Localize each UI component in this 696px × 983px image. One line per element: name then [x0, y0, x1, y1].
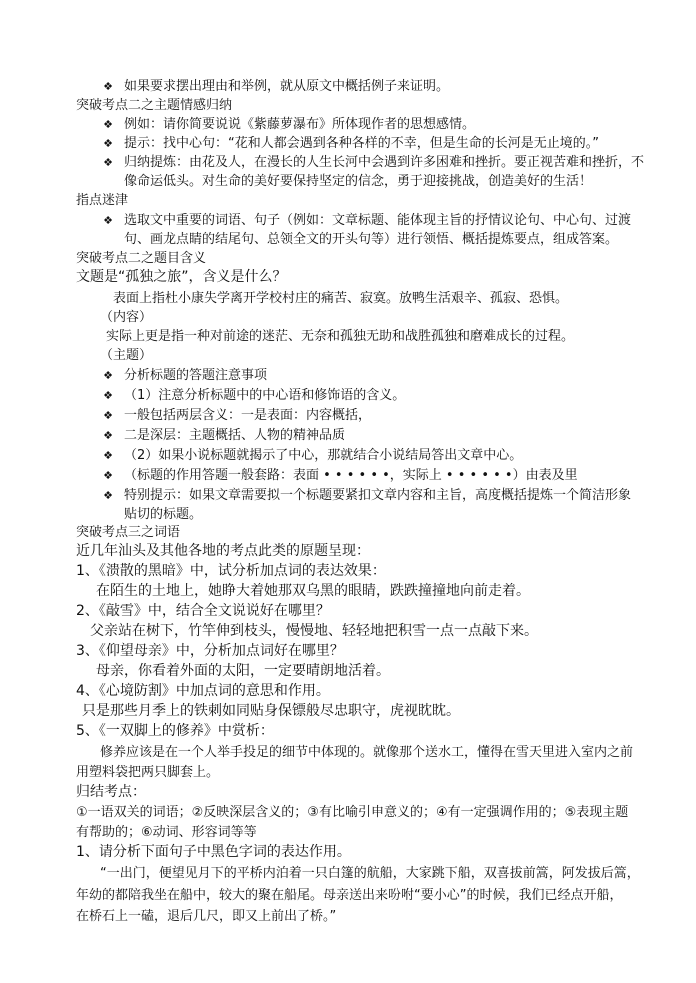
text-line: 母亲，你看着外面的太阳，一定要晴朗地活着。	[96, 663, 390, 679]
text-line: 一般包括两层含义：一是表面：内容概括，	[124, 408, 372, 423]
section-heading: 指点迷津	[76, 193, 129, 208]
bullet-icon: ❖	[103, 118, 113, 131]
section-heading: 突破考点二之题目含义	[76, 251, 207, 266]
question-line: 3、《仰望母亲》中，分析加点词好在哪里？	[76, 643, 344, 659]
text-line: 归纳提炼：由花及人，在漫长的人生长河中会遇到许多困难和挫折。要正视苦难和挫折，不	[124, 155, 645, 170]
bullet-icon: ❖	[103, 429, 113, 442]
bullet-icon: ❖	[103, 156, 113, 169]
bullet-icon: ❖	[103, 469, 113, 482]
text-line: 修养应该是在一个人举手投足的细节中体现的。就像那个送水工，懂得在雪天里进入室内之前	[100, 745, 634, 760]
text-line: 父亲站在树下，竹竿伸到枝头，慢慢地、轻轻地把积雪一点一点敲下来。	[90, 623, 538, 639]
text-line: 如果要求摆出理由和举例，就从原文中概括例子来证明。	[124, 79, 450, 94]
text-line: （1）注意分析标题中的中心语和修饰语的含义。	[124, 388, 406, 403]
text-line: 像命运低头。对生命的美好要保持坚定的信念，勇于迎接挑战，创造美好的生活！	[124, 174, 593, 189]
question-line: 2、《敲雪》中，结合全文说说好在哪里？	[76, 603, 330, 619]
bullet-icon: ❖	[103, 80, 113, 93]
text-line: 表面上指杜小康失学离开学校村庄的痛苦、寂寞。放鸭生活艰辛、孤寂、恐惧。	[113, 291, 569, 306]
text-line: （内容）	[100, 310, 153, 325]
question-line: 1、请分析下面句子中黑色字词的表达作用。	[76, 844, 351, 860]
question-line: 1、《溃散的黑暗》中，试分析加点词的表达效果：	[76, 563, 386, 579]
text-line: 句、画龙点睛的结尾句、总领全文的开头句等）进行领悟、概括提炼要点，组成答案。	[124, 232, 619, 247]
text-line: 在桥石上一磕，退后几尺，即又上前出了桥。”	[76, 909, 337, 924]
text-line: ①一语双关的词语；②反映深层含义的；③有比喻引申意义的；④有一定强调作用的；⑤表现主题	[76, 805, 629, 820]
section-heading: 突破考点三之词语	[76, 525, 181, 540]
bullet-icon: ❖	[103, 449, 113, 462]
text-line: 提示：找中心句：“花和人都会遇到各种各样的不幸，但是生命的长河是无止境的。”	[124, 136, 599, 151]
text-line: 近几年汕头及其他各地的考点此类的原题呈现：	[76, 543, 370, 559]
text-line: 在陌生的土地上，她睁大着她那双乌黑的眼睛，跌跌撞撞地向前走着。	[96, 583, 530, 599]
bullet-icon: ❖	[103, 214, 113, 227]
text-line: 特别提示：如果文章需要拟一个标题要紧扣文章内容和主旨，高度概括提炼一个简洁形象	[124, 488, 632, 503]
bullet-icon: ❖	[103, 389, 113, 402]
question-line: 5、《一双脚上的修养》中赏析：	[76, 723, 274, 739]
bullet-icon: ❖	[103, 369, 113, 382]
section-heading: 突破考点二之主题情感归纳	[76, 98, 233, 113]
question-line: 文题是“孤独之旅”，含义是什么？	[76, 269, 287, 285]
text-line: 二是深层：主题概括、人物的精神品质	[124, 428, 346, 443]
text-line: （2）如果小说标题就揭示了中心，那就结合小说结局答出文章中心。	[124, 448, 523, 463]
text-line: 用塑料袋把两只脚套上。	[76, 765, 220, 780]
bullet-icon: ❖	[103, 409, 113, 422]
text-line: （主题）	[100, 348, 153, 363]
text-line: 分析标题的答题注意事项	[124, 368, 268, 383]
bullet-icon: ❖	[103, 137, 113, 150]
text-line: 实际上更是指一种对前途的迷茫、无奈和孤独无助和战胜孤独和磨难成长的过程。	[106, 329, 575, 344]
text-line: “一出门，便望见月下的平桥内泊着一只白篷的航船，大家跳下船，双喜拔前篙，阿发拔后篙，	[100, 866, 640, 881]
text-line: （标题的作用答题一般套路：表面 • • • • • •，实际上 • • • • • •）由表及里	[124, 468, 578, 483]
text-line: 有帮助的；⑥动词、形容词等等	[76, 825, 257, 840]
question-line: 4、《心境防割》中加点词的意思和作用。	[76, 683, 330, 699]
text-line: 例如：请你简要说说《紫藤萝瀑布》所体现作者的思想感情。	[124, 117, 476, 132]
bullet-icon: ❖	[103, 489, 113, 502]
section-heading: 归结考点：	[76, 784, 146, 800]
text-line: 贴切的标题。	[124, 507, 203, 522]
text-line: 年幼的都陪我坐在船中，较大的聚在船尾。母亲送出来吩咐“要小心”的时候，我们已经点开船，	[76, 888, 623, 903]
text-line: 选取文中重要的词语、句子（例如：文章标题、能体现主旨的抒情议论句、中心句、过渡	[124, 213, 632, 228]
text-line: 只是那些月季上的铁刺如同贴身保镖般尽忠职守，虎视眈眈。	[82, 703, 460, 719]
